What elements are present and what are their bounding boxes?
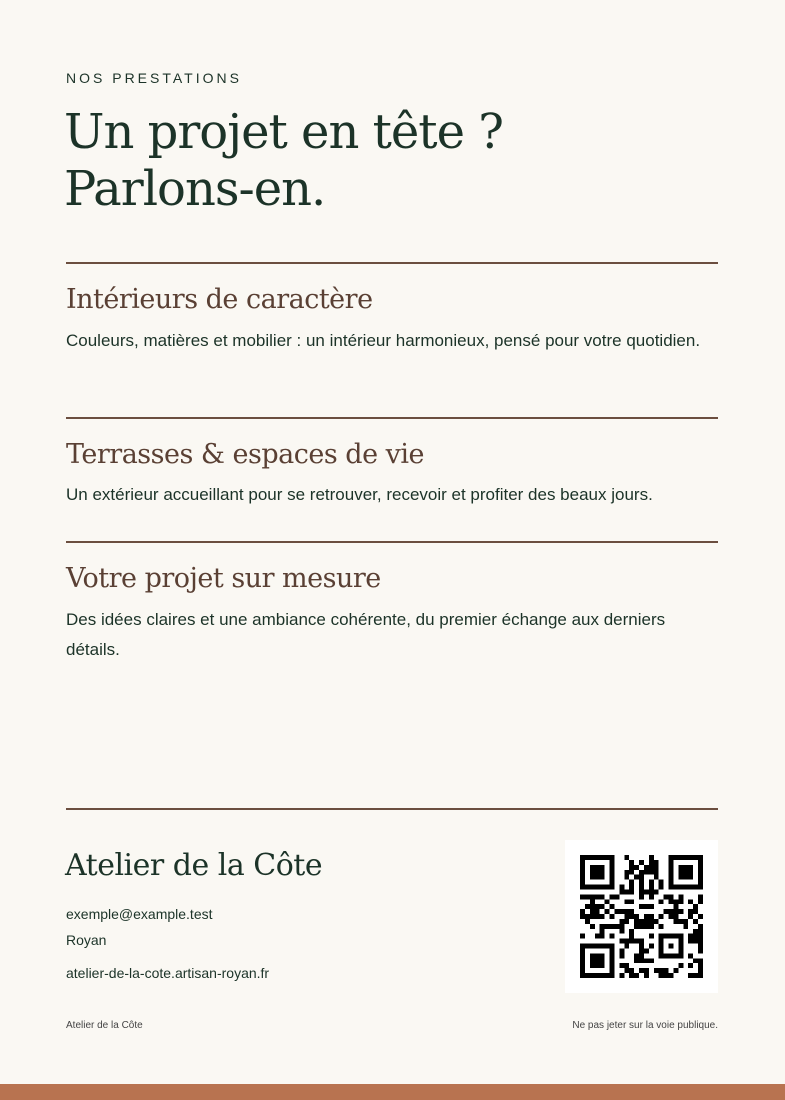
page-title (64, 104, 714, 218)
service-description-interiors: Couleurs, matières et mobilier : un intérieur harmonieux, pensé pour votre quotidien. (66, 331, 701, 350)
divider (66, 417, 718, 419)
contact-city: Royan (66, 932, 107, 948)
qr-code-graphic (580, 855, 703, 978)
service-description-terraces: Un extérieur accueillant pour se retrouver, recevoir et profiter des beaux jours. (66, 485, 653, 504)
footer-notice: Ne pas jeter sur la voie publique. (572, 1020, 718, 1031)
divider (66, 262, 718, 264)
footer-company: Atelier de la Côte (66, 1020, 143, 1031)
headline-line-2: Parlons-en. (64, 161, 326, 217)
headline-line-1: Un projet en tête ? (64, 104, 503, 160)
divider (66, 808, 718, 810)
service-title-custom: Votre projet sur mesure (66, 563, 381, 594)
qr-code-icon (565, 840, 718, 993)
divider (66, 541, 718, 543)
service-title-terraces: Terrasses & espaces de vie (66, 439, 425, 470)
contact-email[interactable]: exemple@example.test (66, 906, 213, 922)
accent-bar (0, 1084, 785, 1100)
company-name: Atelier de la Côte (65, 848, 323, 883)
service-title-interiors: Intérieurs de caractère (66, 284, 373, 315)
section-eyebrow: NOS PRESTATIONS (66, 70, 242, 86)
service-description-custom: Des idées claires et une ambiance cohérente, du premier échange aux derniers détails. (66, 610, 666, 659)
contact-website[interactable]: atelier-de-la-cote.artisan-royan.fr (66, 965, 270, 981)
